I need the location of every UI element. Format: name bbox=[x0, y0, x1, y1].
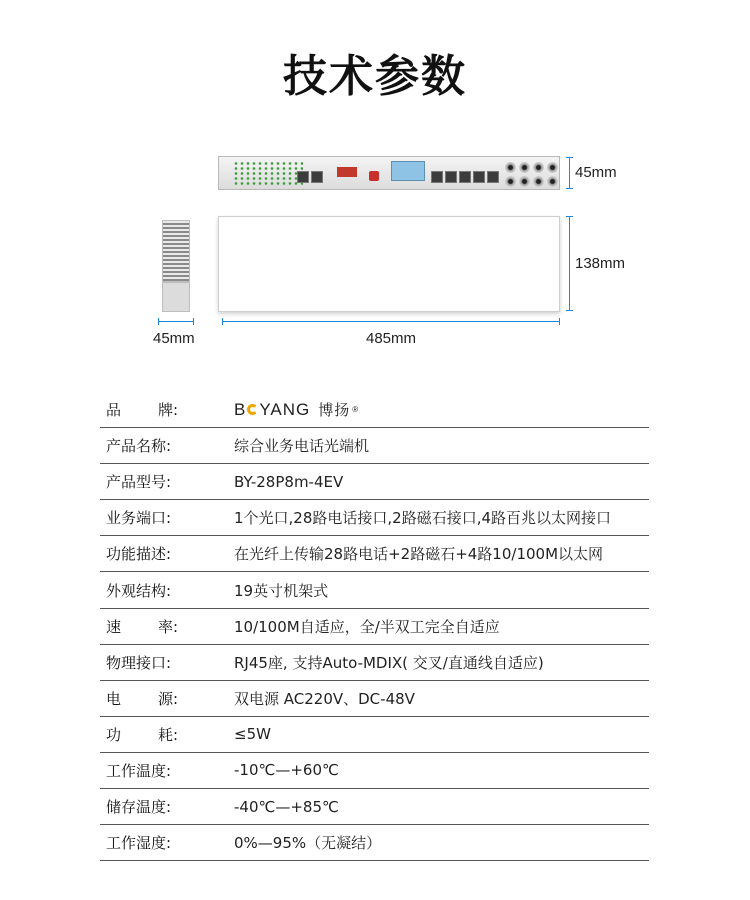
spec-label: 外观结构: bbox=[106, 581, 172, 600]
spec-value: 10/100M自适应，全/半双工完全自适应 bbox=[234, 617, 500, 636]
spec-label: 速 bbox=[106, 617, 122, 636]
spec-label: 功 bbox=[106, 725, 122, 744]
rj45-port-icon bbox=[297, 171, 309, 183]
led-indicator-grid bbox=[233, 161, 303, 185]
registered-mark: ® bbox=[352, 405, 360, 415]
spec-value: BY-28P8m-4EV bbox=[234, 472, 344, 491]
optical-port-icon bbox=[369, 171, 379, 181]
dimension-side-width: 45mm bbox=[153, 330, 195, 347]
spec-label: 功能描述: bbox=[106, 545, 172, 564]
spec-label: 品 bbox=[106, 401, 122, 420]
spec-value: ≤5W bbox=[234, 725, 271, 744]
page-title: 技术参数 bbox=[283, 51, 467, 102]
dimension-line-depth bbox=[569, 216, 570, 311]
spec-value: 在光纤上传输28路电话+2路磁石+4路10/100M以太网 bbox=[234, 545, 604, 564]
spec-row-power bbox=[100, 681, 649, 717]
dimension-line-side-width bbox=[158, 321, 194, 322]
lcd-display-icon bbox=[391, 161, 425, 181]
bnc-connector-icon bbox=[547, 176, 558, 187]
spec-row bbox=[100, 500, 649, 536]
spec-table bbox=[100, 392, 649, 861]
dimension-line-front-height bbox=[569, 157, 570, 189]
spec-label: 产品名称: bbox=[106, 437, 172, 456]
spec-row-rate bbox=[100, 609, 649, 645]
spec-label: 工作湿度: bbox=[106, 834, 172, 853]
bnc-connector-icon bbox=[547, 162, 558, 173]
bnc-connector-icon bbox=[519, 176, 530, 187]
spec-value: 1个光口,28路电话接口,2路磁石接口,4路百兆以太网接口 bbox=[234, 509, 612, 528]
dimension-front-height: 45mm bbox=[575, 164, 617, 181]
spec-label: 储存温度: bbox=[106, 798, 172, 817]
dimension-line-body-width bbox=[222, 321, 560, 322]
spec-value: -10℃—+60℃ bbox=[234, 761, 339, 780]
spec-row bbox=[100, 464, 649, 500]
rack-ear-bracket bbox=[162, 282, 190, 312]
spec-label: 源: bbox=[157, 689, 178, 708]
rj45-port-icon bbox=[431, 171, 443, 183]
spec-label: 耗: bbox=[157, 725, 178, 744]
dip-switch-icon bbox=[337, 167, 357, 177]
spec-label: 率: bbox=[157, 617, 178, 636]
brand-logo: B YANG 博扬 ® bbox=[234, 399, 360, 420]
spec-value: 19英寸机架式 bbox=[234, 581, 329, 600]
rj45-port-icon bbox=[445, 171, 457, 183]
rj45-port-icon bbox=[459, 171, 471, 183]
device-front-panel bbox=[218, 156, 560, 190]
spec-row bbox=[100, 428, 649, 464]
spec-row bbox=[100, 825, 649, 861]
bnc-connector-icon bbox=[533, 176, 544, 187]
dimension-depth: 138mm bbox=[575, 255, 626, 272]
rj45-port-icon bbox=[311, 171, 323, 183]
brand-chinese-name: 博扬 bbox=[318, 402, 351, 420]
spec-value: RJ45座, 支持Auto-MDIX( 交叉/直通线自适应) bbox=[234, 653, 544, 672]
spec-value: -40℃—+85℃ bbox=[234, 797, 339, 816]
rj45-port-icon bbox=[473, 171, 485, 183]
spec-value: 0%—95%（无凝结） bbox=[234, 834, 382, 853]
rj45-port-icon bbox=[487, 171, 499, 183]
spec-row bbox=[100, 645, 649, 681]
bnc-connector-icon bbox=[533, 162, 544, 173]
spec-label: 业务端口: bbox=[106, 509, 172, 528]
spec-label: 产品型号: bbox=[106, 473, 172, 492]
brand-logo-o-icon bbox=[247, 404, 258, 415]
spec-row bbox=[100, 789, 649, 825]
bnc-connector-icon bbox=[519, 162, 530, 173]
bnc-connector-icon bbox=[505, 176, 516, 187]
spec-label: 工作温度: bbox=[106, 761, 172, 780]
spec-row-brand bbox=[100, 392, 649, 428]
spec-row bbox=[100, 753, 649, 789]
spec-label: 物理接口: bbox=[106, 653, 172, 672]
dimension-body-width: 485mm bbox=[366, 330, 417, 347]
spec-label: 牌: bbox=[157, 401, 178, 420]
spec-label: 电 bbox=[106, 689, 122, 708]
bnc-connector-icon bbox=[505, 162, 516, 173]
device-side-view bbox=[162, 220, 190, 282]
spec-row bbox=[100, 536, 649, 572]
spec-row bbox=[100, 572, 649, 608]
spec-row-consumption bbox=[100, 717, 649, 753]
device-top-view bbox=[218, 216, 560, 312]
spec-value: 综合业务电话光端机 bbox=[234, 437, 370, 456]
spec-value: 双电源 AC220V、DC-48V bbox=[234, 689, 415, 708]
